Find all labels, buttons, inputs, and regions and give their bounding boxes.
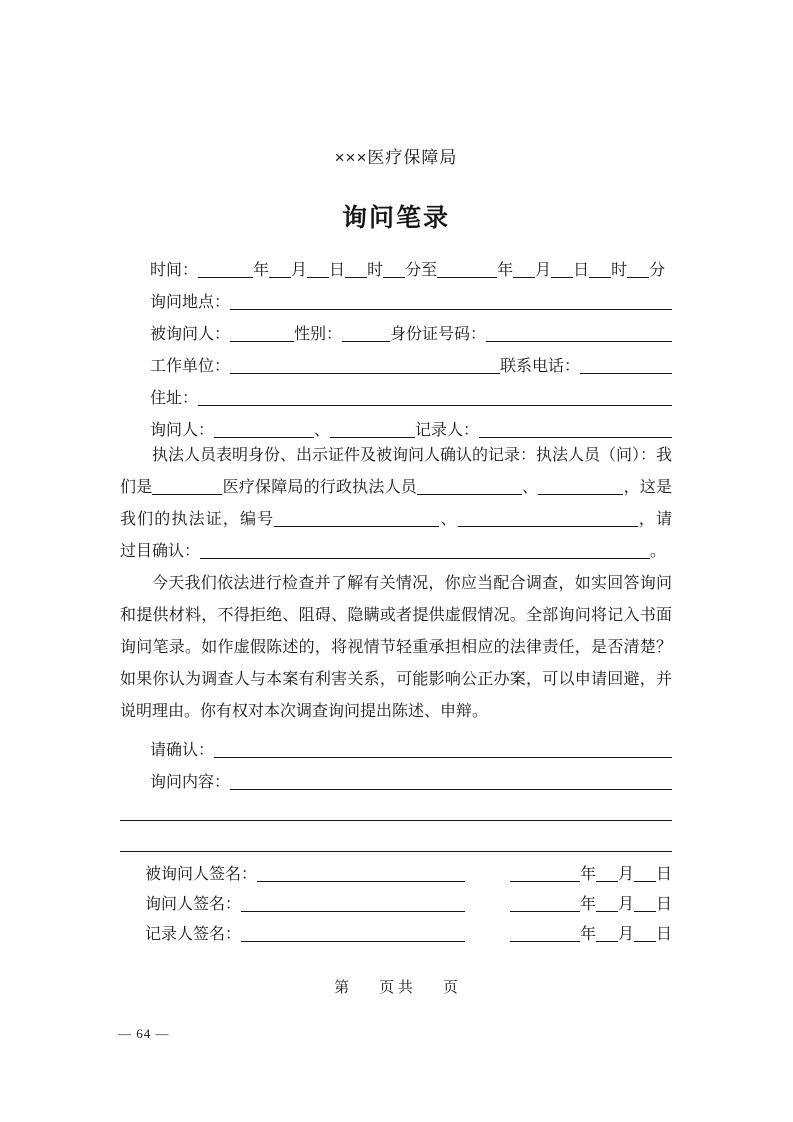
location-label: 询问地点：	[150, 294, 231, 311]
time-start-day-blank	[307, 277, 329, 278]
org-title: ×××医疗保障局	[334, 148, 458, 167]
time-label: 时间：	[150, 262, 199, 279]
confirm-label: 请确认：	[150, 742, 215, 759]
inquirer-sign-year-blank	[510, 911, 580, 912]
interviewee-name-blank	[230, 341, 294, 342]
recorder-label: 记录人：	[415, 422, 480, 439]
hour-label: 时	[367, 262, 384, 279]
inquirer-signature-label: 询问人签名：	[145, 896, 242, 913]
inquiry-content-row	[120, 760, 672, 792]
time-end-hour-blank	[589, 277, 611, 278]
hour-label: 时	[611, 262, 628, 279]
inquirer-row	[120, 408, 672, 440]
content-line-2-blank	[120, 851, 672, 852]
gender-blank	[342, 341, 390, 342]
time-start-year-blank	[198, 277, 253, 278]
time-start-month-blank	[269, 277, 291, 278]
year-label: 年	[253, 262, 270, 279]
month-label: 月	[617, 866, 634, 883]
time-end-month-blank	[513, 277, 535, 278]
inquirer-signature-row	[120, 884, 672, 914]
day-label: 日	[329, 262, 346, 279]
recorder-sign-year-blank	[510, 941, 580, 942]
cert-number-1-blank	[274, 526, 439, 527]
inquiry-content-blank	[230, 789, 672, 790]
month-label: 月	[535, 262, 552, 279]
interviewee-sign-year-blank	[510, 881, 580, 882]
time-row	[120, 248, 672, 280]
confirm-view-blank	[200, 558, 650, 559]
location-blank	[230, 309, 672, 310]
inquirer-label: 询问人：	[150, 422, 215, 439]
work-unit-row	[120, 344, 672, 376]
time-end-year-blank	[437, 277, 497, 278]
interviewee-sign-day-blank	[634, 881, 656, 882]
document-content	[120, 0, 672, 997]
page-count-line: 第 页 共 页	[334, 980, 458, 996]
inquirer-sign-day-blank	[634, 911, 656, 912]
id-number-blank	[486, 341, 672, 342]
recorder-signature-blank	[241, 941, 465, 942]
work-unit-blank	[230, 373, 500, 374]
work-unit-label: 工作单位：	[150, 358, 231, 375]
time-start-hour-blank	[345, 277, 367, 278]
form-body	[120, 248, 672, 997]
interviewee-signature-row	[120, 854, 672, 884]
day-label: 日	[655, 926, 672, 943]
content-line-2	[120, 823, 672, 854]
month-label: 月	[291, 262, 308, 279]
recorder-sign-month-blank	[596, 941, 618, 942]
recorder-blank	[479, 437, 672, 438]
interviewee-label: 被询问人：	[150, 326, 231, 343]
separator-mark: 、	[314, 422, 331, 439]
officer-2-blank	[538, 494, 623, 495]
identity-text-5: 、	[439, 511, 458, 528]
identity-text-4: ，这是我们的执法证，编号	[120, 479, 672, 528]
day-label: 日	[573, 262, 590, 279]
address-row	[120, 376, 672, 408]
inquirer-2-blank	[330, 437, 415, 438]
interviewee-signature-label: 被询问人签名：	[145, 866, 258, 883]
identity-text-6: ，请过目确认：	[120, 511, 672, 560]
gender-label: 性别：	[294, 326, 343, 343]
recorder-signature-label: 记录人签名：	[145, 926, 242, 943]
time-end-day-blank	[551, 277, 573, 278]
confirm-row	[120, 728, 672, 760]
minute-label: 分	[649, 262, 666, 279]
address-label: 住址：	[150, 390, 199, 407]
id-number-label: 身份证号码：	[390, 326, 487, 343]
address-blank	[198, 405, 672, 406]
time-start-minute-blank	[383, 277, 405, 278]
page-title: 询问笔录	[341, 204, 450, 232]
identity-paragraph	[120, 440, 672, 568]
year-label: 年	[579, 896, 596, 913]
interviewee-signature-blank	[257, 881, 465, 882]
interviewee-sign-month-blank	[596, 881, 618, 882]
year-label: 年	[497, 262, 514, 279]
officer-1-blank	[417, 494, 522, 495]
minute-to-label: 分至	[405, 262, 438, 279]
bureau-name-blank	[152, 494, 222, 495]
day-label: 日	[655, 896, 672, 913]
notice-paragraph: 今天我们依法进行检查并了解有关情况，你应当配合调查，如实回答询问和提供材料，不得拒绝、阻碍、隐瞒或者提供虚假情况。全部询问将记入书面询问笔录。如作虚假陈述的，将视情节轻重承担相应的法律责任，是否清楚？如果你认为调查人与本案有利害关系，可能影响公正办案，可以申请回避，并说明理由。你有权对本次调查询问提出陈述、申辩。	[120, 575, 672, 720]
page-number: — 64 —	[118, 1026, 170, 1041]
identity-text-2: 医疗保障局的行政执法人员	[222, 479, 417, 496]
inquiry-content-label: 询问内容：	[150, 774, 231, 791]
phone-label: 联系电话：	[499, 358, 580, 375]
location-row	[120, 280, 672, 312]
inquirer-1-blank	[214, 437, 314, 438]
identity-text-7: 。	[650, 543, 667, 560]
recorder-signature-row	[120, 914, 672, 944]
content-line-1	[120, 792, 672, 823]
time-end-minute-blank	[627, 277, 649, 278]
identity-text-1: 执法人员表明身份、出示证件及被询问人确认的记录：执法人员（问）：我们是	[120, 447, 673, 496]
year-label: 年	[579, 926, 596, 943]
inquirer-signature-blank	[241, 911, 465, 912]
cert-number-2-blank	[458, 526, 638, 527]
inquirer-sign-month-blank	[596, 911, 618, 912]
month-label: 月	[617, 896, 634, 913]
phone-blank	[580, 373, 672, 374]
interviewee-row	[120, 312, 672, 344]
recorder-sign-day-blank	[634, 941, 656, 942]
identity-text-3: 、	[521, 479, 539, 496]
year-label: 年	[579, 866, 596, 883]
day-label: 日	[655, 866, 672, 883]
month-label: 月	[617, 926, 634, 943]
confirm-blank	[214, 757, 672, 758]
content-line-1-blank	[120, 820, 672, 821]
